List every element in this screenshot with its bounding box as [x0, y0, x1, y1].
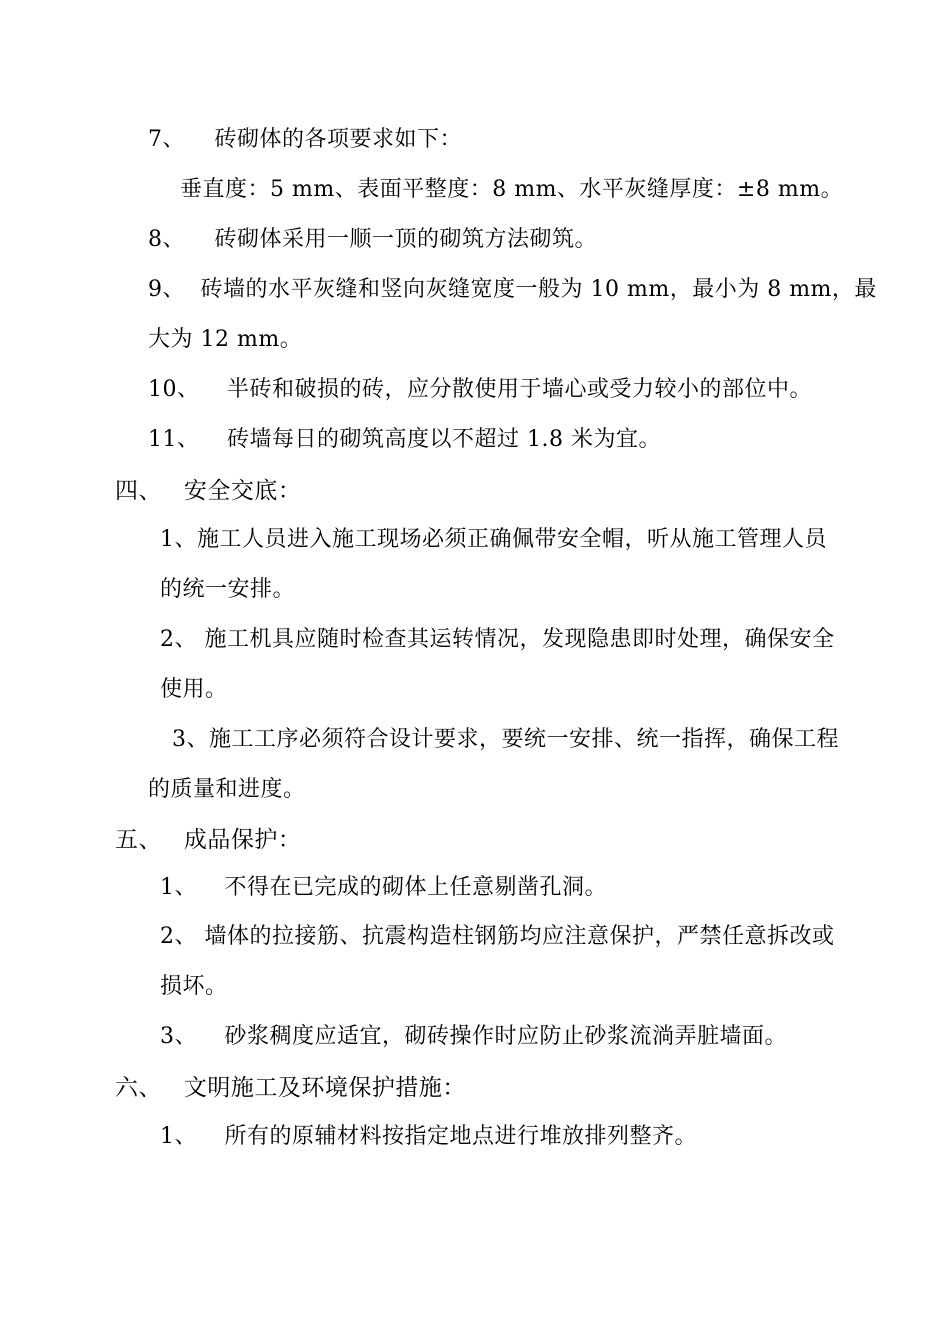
- protection-line-4: [160, 1022, 787, 1052]
- item-text: 砂浆稠度应适宜，砌砖操作时应防止砂浆流淌弄脏墙面。: [224, 1024, 788, 1049]
- item-text: 砖砌体的各项要求如下：: [214, 127, 463, 152]
- item-8: [148, 225, 597, 255]
- item-number: 1、: [160, 1124, 197, 1149]
- safety-line-1: 1、施工人员进入施工现场必须正确佩带安全帽，听从施工管理人员: [160, 527, 827, 552]
- heading-text: 文明施工及环境保护措施：: [183, 1075, 466, 1101]
- section-heading-protection: [115, 825, 301, 855]
- safety-line-6: 的质量和进度。: [148, 777, 306, 802]
- item-number: 9、: [148, 277, 185, 302]
- item-text: 垂直度：5 mm、表面平整度：8 mm、水平灰缝厚度：±8 mm。: [180, 177, 844, 202]
- heading-number: 五、: [115, 827, 162, 853]
- protection-line-2: 2、 墙体的拉接筋、抗震构造柱钢筋均应注意保护，严禁任意拆改或: [160, 924, 835, 949]
- safety-line-4: 使用。: [160, 677, 228, 702]
- item-text: 不得在已完成的砌体上任意剔凿孔洞。: [224, 875, 608, 900]
- item-7: [148, 125, 462, 155]
- civilized-line-1: [160, 1122, 697, 1152]
- item-text: 半砖和破损的砖，应分散使用于墙心或受力较小的部位中。: [227, 377, 813, 402]
- item-number: 11、: [148, 427, 200, 452]
- item-number: 1、: [160, 875, 197, 900]
- item-text: 砖砌体采用一顺一顶的砌筑方法砌筑。: [214, 227, 598, 252]
- item-text: 砖墙的水平灰缝和竖向灰缝宽度一般为 10 mm，最小为 8 mm，最: [200, 277, 877, 302]
- item-number: 8、: [148, 227, 185, 252]
- item-text: 大为 12 mm。: [148, 327, 303, 352]
- item-text: 所有的原辅材料按指定地点进行堆放排列整齐。: [224, 1124, 698, 1149]
- safety-line-2: 的统一安排。: [160, 577, 296, 602]
- section-heading-civilized: [115, 1073, 466, 1103]
- heading-number: 六、: [115, 1075, 162, 1101]
- item-9-cont: [148, 325, 302, 355]
- item-9: [148, 275, 877, 305]
- protection-line-3: 损坏。: [160, 974, 228, 999]
- item-10: [148, 375, 812, 405]
- item-number: 3、: [160, 1024, 197, 1049]
- item-number: 7、: [148, 127, 185, 152]
- heading-text: 安全交底：: [183, 478, 302, 504]
- safety-line-5: 3、施工工序必须符合设计要求，要统一安排、统一指挥，确保工程: [172, 727, 839, 752]
- item-text: 砖墙每日的砌筑高度以不超过 1.8 米为宜。: [227, 427, 661, 452]
- heading-text: 成品保护：: [183, 827, 302, 853]
- heading-number: 四、: [115, 478, 162, 504]
- protection-line-1: [160, 873, 607, 903]
- section-heading-safety: [115, 476, 301, 506]
- item-11: [148, 425, 661, 455]
- item-number: 10、: [148, 377, 200, 402]
- safety-line-3: 2、 施工机具应随时检查其运转情况，发现隐患即时处理，确保安全: [160, 627, 835, 652]
- item-7-detail: [180, 175, 843, 205]
